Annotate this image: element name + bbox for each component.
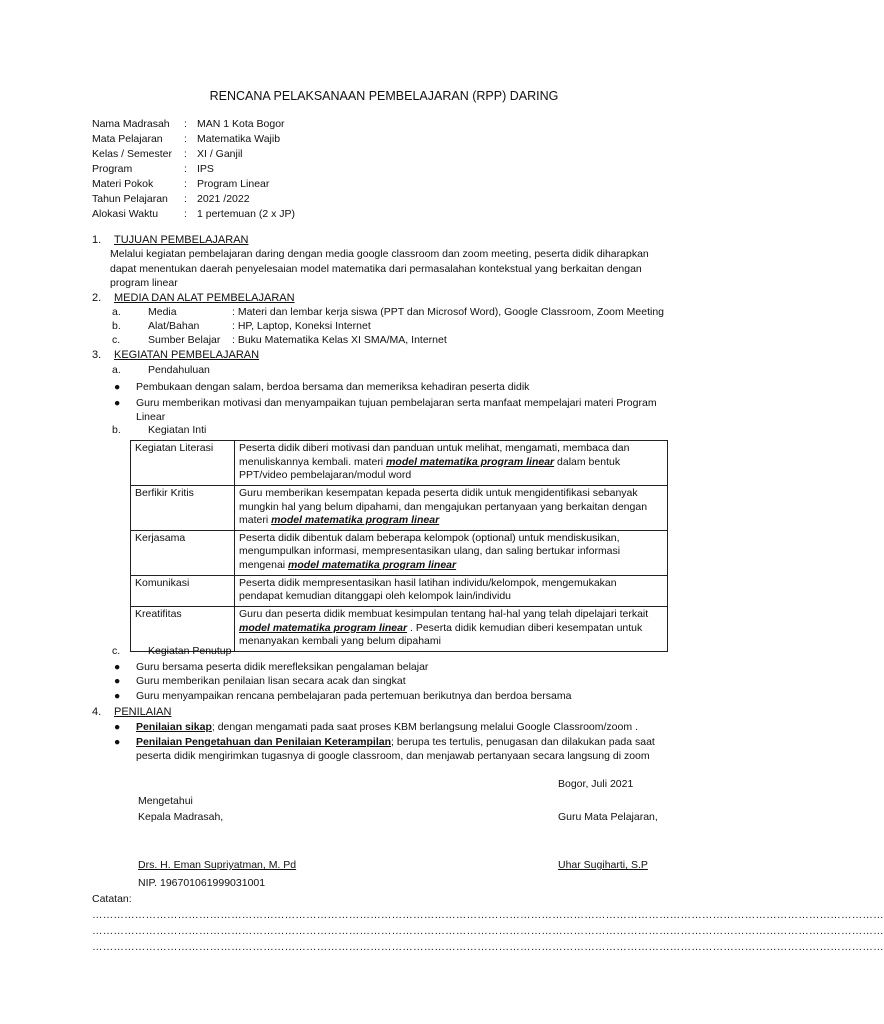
bullet-icon: ●	[114, 690, 121, 702]
info-colon: :	[184, 208, 187, 220]
item-letter: a.	[112, 364, 121, 376]
table-row	[131, 575, 668, 606]
table-cell-label: Kerjasama	[131, 530, 235, 575]
table-cell-label: Kreatifitas	[131, 607, 235, 652]
item-key: Sumber Belajar	[148, 334, 221, 346]
tujuan-line: dapat menentukan daerah penyelesaian model matematika dari permasalahan kontekstual yang berkaitan dengan	[110, 263, 642, 275]
info-value: IPS	[197, 163, 214, 175]
notes-line: ……………………………………………………………………………………………………………………………………………………………………………………………………	[92, 941, 884, 953]
item-letter: b.	[112, 424, 121, 436]
section-number: 1.	[92, 234, 102, 246]
info-label: Program	[92, 163, 133, 175]
bullet-item	[114, 721, 674, 735]
info-row	[92, 193, 295, 208]
subsection-pendahuluan	[112, 364, 210, 378]
cell-text: mengumpulkan informasi, mempresentasikan ulang, dan saling bertukar informasi	[239, 545, 621, 558]
section-title: PENILAIAN	[114, 706, 172, 718]
cell-emphasis: model matematika program linear	[288, 559, 457, 572]
kegiatan-inti-table	[130, 440, 668, 652]
bullet-item	[114, 397, 674, 424]
cell-text: dalam bentuk	[554, 455, 621, 468]
cell-text: Guru memberikan kesempatan kepada peserta didik untuk mengidentifikasi sebanyak	[239, 486, 638, 499]
item-key: Media	[148, 306, 177, 318]
bullet-text: ; dengan mengamati pada saat proses KBM berlangsung melalui Google Classroom/zoom .	[211, 721, 638, 733]
cell-text: Guru dan peserta didik membuat kesimpulan tentang hal-hal yang telah dipelajari terkait	[239, 608, 649, 621]
media-item	[112, 320, 371, 334]
mengetahui-label: Mengetahui	[138, 795, 193, 807]
info-row	[92, 133, 295, 148]
head-title: Kepala Madrasah,	[138, 811, 224, 823]
cell-text: menuliskannya kembali. materi	[239, 455, 387, 468]
info-colon: :	[184, 193, 187, 205]
section-heading-tujuan	[92, 233, 248, 247]
bullet-icon: ●	[114, 397, 121, 409]
info-value: Program Linear	[197, 178, 270, 190]
bullet-icon: ●	[114, 381, 121, 393]
section-title: MEDIA DAN ALAT PEMBELAJARAN	[114, 292, 295, 304]
info-colon: :	[184, 178, 187, 190]
section-title: KEGIATAN PEMBELAJARAN	[114, 349, 260, 361]
bullet-text: Guru menyampaikan rencana pembelajaran pada pertemuan berikutnya dan berdoa bersama	[136, 690, 572, 702]
info-value: MAN 1 Kota Bogor	[197, 118, 285, 130]
section-heading-penilaian	[92, 705, 171, 719]
cell-text: pendapat kemudian ditanggapi oleh kelompok lain/individu	[239, 590, 512, 603]
section-number: 2.	[92, 292, 102, 304]
info-row	[92, 178, 295, 193]
info-row	[92, 148, 295, 163]
cell-text: Peserta didik diberi motivasi dan panduan untuk melihat, mengamati, membaca dan	[239, 442, 630, 454]
info-row	[92, 118, 295, 133]
table-cell-content	[235, 485, 668, 530]
table-row	[131, 485, 668, 530]
table-cell-content	[235, 575, 668, 606]
section-heading-media	[92, 291, 295, 305]
info-value: 1 pertemuan (2 x JP)	[197, 208, 296, 220]
head-name: Drs. H. Eman Supriyatman, M. Pd	[138, 859, 297, 871]
section-number: 3.	[92, 349, 102, 361]
place-date: Bogor, Juli 2021	[558, 778, 634, 790]
item-letter: c.	[112, 645, 121, 657]
item-key: Alat/Bahan	[148, 320, 200, 332]
bullet-item	[114, 675, 674, 689]
info-value: 2021 /2022	[197, 193, 250, 205]
cell-emphasis: model matematika program linear	[271, 514, 440, 527]
bullet-text: Linear	[136, 410, 166, 423]
info-label: Kelas / Semester	[92, 148, 172, 160]
info-colon: :	[184, 163, 187, 175]
bullet-text: peserta didik mengirimkan tugasnya di google classroom, dan menjawab pertanyaan secara langsung di zoom	[136, 749, 650, 762]
bullet-text: ; berupa tes tertulis, penugasan dan dilakukan pada saat	[391, 736, 655, 748]
info-label: Alokasi Waktu	[92, 208, 159, 220]
cell-text: mungkin hal yang belum dipahami, dan mengajukan pertanyaan yang berkaitan dengan	[239, 500, 648, 513]
bullet-text: Guru bersama peserta didik merefleksikan pengalaman belajar	[136, 661, 429, 673]
notes-line: ……………………………………………………………………………………………………………………………………………………………………………………………………	[92, 909, 884, 921]
cell-emphasis: model matematika program linear	[386, 455, 555, 468]
bullet-text: Guru memberikan motivasi dan menyampaikan tujuan pembelajaran serta manfaat mempelajari materi Program	[136, 397, 657, 409]
cell-text: mengenai	[239, 559, 289, 572]
table-cell-label: Komunikasi	[131, 575, 235, 606]
bullet-icon: ●	[114, 736, 121, 748]
info-label: Mata Pelajaran	[92, 133, 163, 145]
info-row	[92, 163, 295, 178]
cell-text: Peserta didik dibentuk dalam beberapa kelompok (optional) untuk mendiskusikan,	[239, 531, 620, 544]
info-colon: :	[184, 148, 187, 160]
info-block	[92, 118, 295, 223]
document-title: RENCANA PELAKSANAAN PEMBELAJARAN (RPP) DARING	[209, 89, 559, 103]
table-cell-content	[235, 530, 668, 575]
bullet-text: Pembukaan dengan salam, berdoa bersama dan memeriksa kehadiran peserta didik	[136, 381, 530, 393]
info-label: Materi Pokok	[92, 178, 154, 190]
bullet-icon: ●	[114, 661, 121, 673]
bullet-item	[114, 736, 674, 763]
section-number: 4.	[92, 706, 102, 718]
bullet-text: Guru memberikan penilaian lisan secara acak dan singkat	[136, 675, 406, 687]
bullet-item	[114, 661, 674, 675]
tujuan-line: program linear	[110, 277, 178, 289]
cell-emphasis: model matematika program linear	[239, 621, 408, 634]
subsection-label: Kegiatan Inti	[148, 424, 207, 436]
table-cell-label: Berfikir Kritis	[131, 485, 235, 530]
head-nip: NIP. 196701061999031001	[138, 877, 266, 889]
notes-label: Catatan:	[92, 893, 132, 905]
bullet-item	[114, 381, 674, 395]
table-row	[131, 530, 668, 575]
item-value: : Buku Matematika Kelas XI SMA/MA, Internet	[232, 334, 447, 346]
tujuan-line: Melalui kegiatan pembelajaran daring dengan media google classroom dan zoom meeting, peserta didik diharapkan	[110, 248, 649, 260]
item-letter: a.	[112, 306, 121, 318]
bullet-icon: ●	[114, 675, 121, 687]
table-cell-content	[235, 607, 668, 652]
bullet-text-wrap	[136, 721, 674, 735]
info-label: Nama Madrasah	[92, 118, 170, 130]
info-row	[92, 208, 295, 223]
subsection-inti	[112, 424, 206, 438]
table-cell-content	[235, 441, 668, 486]
info-value: XI / Ganjil	[197, 148, 243, 160]
info-value: Matematika Wajib	[197, 133, 281, 145]
media-item	[112, 334, 447, 348]
section-heading-kegiatan	[92, 348, 259, 362]
section-title: TUJUAN PEMBELAJARAN	[114, 234, 249, 246]
bullet-icon: ●	[114, 721, 121, 733]
cell-text: menanyakan kembali yang belum dipahami	[239, 635, 441, 648]
cell-text: . Peserta didik kemudian diberi kesempatan untuk	[407, 621, 643, 634]
subsection-label: Kegiatan Penutup	[148, 645, 232, 657]
item-letter: b.	[112, 320, 121, 332]
penilaian-sikap-label: Penilaian sikap	[136, 721, 212, 733]
bullet-item	[114, 690, 674, 704]
penilaian-pengetahuan-label: Penilaian Pengetahuan dan Penilaian Keterampilan	[136, 736, 391, 748]
notes-line: ……………………………………………………………………………………………………………………………………………………………………………………………………	[92, 925, 884, 937]
table-row	[131, 441, 668, 486]
subsection-penutup	[112, 645, 232, 659]
bullet-text-wrap	[136, 736, 674, 763]
bullet-text-wrap	[136, 397, 674, 424]
item-value: : Materi dan lembar kerja siswa (PPT dan Microsof Word), Google Classroom, Zoom Meeting	[232, 306, 665, 318]
item-value: : HP, Laptop, Koneksi Internet	[232, 320, 371, 332]
info-colon: :	[184, 133, 187, 145]
teacher-name: Uhar Sugiharti, S.P	[558, 859, 648, 871]
table-cell-label: Kegiatan Literasi	[131, 441, 235, 486]
item-letter: c.	[112, 334, 121, 346]
cell-text: PPT/video pembelajaran/modul word	[239, 469, 412, 482]
info-label: Tahun Pelajaran	[92, 193, 168, 205]
cell-text: materi	[239, 514, 272, 527]
info-colon: :	[184, 118, 187, 130]
subsection-label: Pendahuluan	[148, 364, 210, 376]
media-item	[112, 306, 664, 320]
cell-text: Peserta didik mempresentasikan hasil latihan individu/kelompok, mengemukakan	[239, 576, 617, 589]
teacher-title: Guru Mata Pelajaran,	[558, 811, 658, 823]
